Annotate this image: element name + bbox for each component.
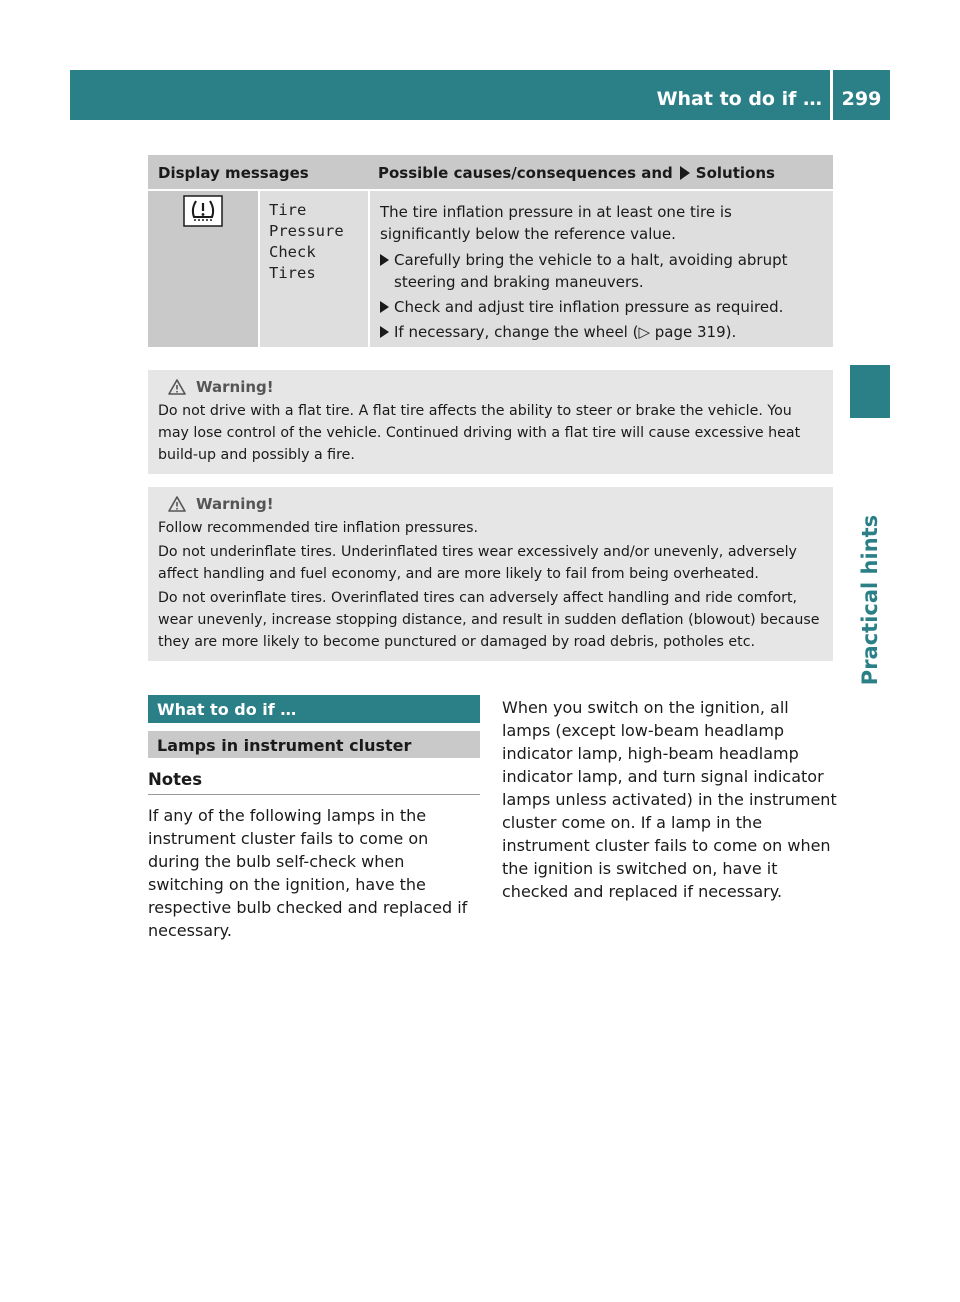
- notes-left-text: If any of the following lamps in the instrument cluster fails to come on during the bulb self-check when switching on the ignition, have the respective bulb checked and replaced if necessary.: [148, 806, 468, 940]
- display-line: Tires: [269, 264, 316, 282]
- col-header-solutions-label: Solutions: [695, 164, 775, 182]
- solution-step: [380, 296, 823, 318]
- warning-box-flat-tire: [148, 370, 833, 474]
- solution-step: [380, 249, 823, 293]
- cause-text: The tire inflation pressure in at least one tire is significantly below the reference value.: [380, 203, 732, 243]
- solutions-cell: [368, 189, 833, 347]
- header-title: What to do if …: [656, 88, 822, 110]
- icon-cell: [148, 189, 258, 347]
- notes-heading: Notes: [148, 770, 480, 795]
- arrow-right-icon: [680, 166, 690, 180]
- step-arrow-icon: [380, 296, 394, 318]
- table-header: [148, 155, 833, 189]
- warning-paragraph: Do not overinflate tires. Overinflated tires can adversely affect handling and ride comfort, wear unevenly, increase stopping distance, and result in sudden deflation (blowout) because they are more likely to become punctured or damaged by road debris, potholes etc.: [158, 590, 820, 650]
- warning-triangle-icon: [168, 379, 186, 395]
- display-line: Pressure: [269, 222, 344, 240]
- warning-heading: [158, 376, 823, 398]
- display-line: Tire: [269, 201, 307, 219]
- warning-title: Warning!: [196, 495, 274, 513]
- table-row: [148, 189, 833, 347]
- page-header: [70, 70, 890, 120]
- step-arrow-icon: [380, 321, 394, 343]
- display-message-cell: [258, 189, 368, 347]
- subsection-heading: Lamps in instrument cluster: [148, 731, 480, 758]
- display-line: Check: [269, 243, 316, 261]
- step-text[interactable]: If necessary, change the wheel (▷ page 319).: [394, 323, 737, 341]
- warning-box-inflation: [148, 487, 833, 661]
- solution-step: [380, 321, 823, 343]
- warning-paragraph: Follow recommended tire inflation pressures.: [158, 520, 479, 536]
- notes-right-text: When you switch on the ignition, all lamps (except low-beam headlamp indicator lamp, high-beam headlamp indicator lamp, and turn signal indicator lamps unless activated) in the instrument cluster come on. If a lamp in the instrument cluster fails to come on when the ignition is switched on, have it checked and replaced if necessary.: [502, 698, 837, 901]
- section-heading: What to do if …: [148, 695, 480, 723]
- side-tab-label: Practical hints: [858, 514, 882, 686]
- display-messages-table: [148, 155, 833, 347]
- step-arrow-icon: [380, 249, 394, 293]
- col-header-display-messages: Display messages: [158, 164, 309, 182]
- warning-triangle-icon: [168, 496, 186, 512]
- page-number: 299: [841, 88, 882, 110]
- warning-title: Warning!: [196, 378, 274, 396]
- step-text: Carefully bring the vehicle to a halt, avoiding abrupt steering and braking maneuvers.: [394, 251, 788, 291]
- warning-paragraph: Do not underinflate tires. Underinflated tires wear excessively and/or unevenly, adversely affect handling and fuel economy, and are more likely to fail from being overheated.: [158, 544, 797, 582]
- col-header-causes: Possible causes/consequences and: [378, 164, 673, 182]
- tire-pressure-warning-icon: [183, 195, 223, 227]
- step-text: Check and adjust tire inflation pressure as required.: [394, 298, 784, 316]
- side-tab-marker: [850, 365, 890, 418]
- warning-paragraph: Do not drive with a flat tire. A flat tire affects the ability to steer or brake the vehicle. You may lose control of the vehicle. Continued driving with a flat tire will cause excessive heat build-up and possibly a fire.: [158, 403, 801, 463]
- warning-heading: [158, 493, 823, 515]
- col-header-solutions: [378, 164, 775, 182]
